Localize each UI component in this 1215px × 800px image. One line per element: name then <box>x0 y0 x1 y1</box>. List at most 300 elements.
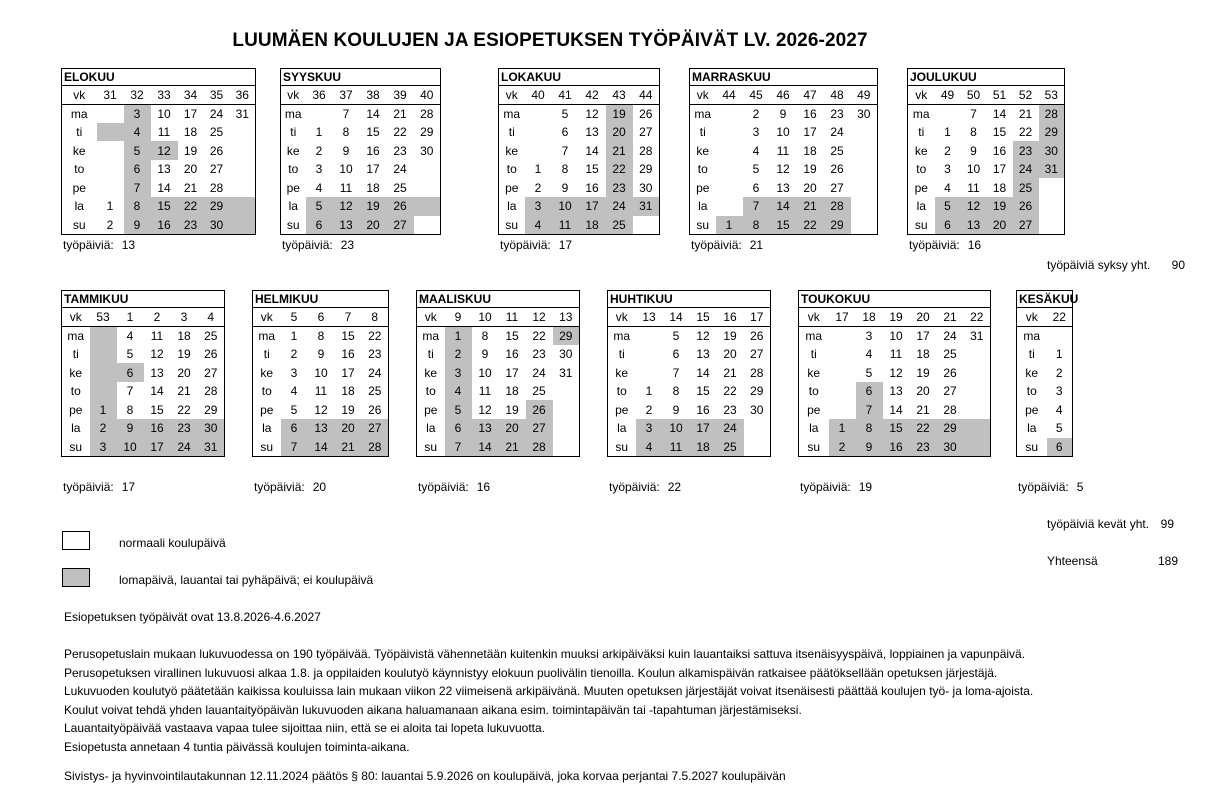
workdays-value: 22 <box>667 480 682 494</box>
weekday-label: su <box>286 217 300 232</box>
day-cell: 29 <box>1039 123 1065 142</box>
month-calendar-10 <box>1016 290 1079 457</box>
day-cell: 8 <box>481 328 489 343</box>
week-number: 9 <box>445 308 472 327</box>
day-cell: 16 <box>696 402 710 417</box>
day-cell: 22 <box>532 328 546 343</box>
workdays-label: työpäiviä: <box>609 480 660 494</box>
day-cell: 24 <box>606 197 633 216</box>
day-cell: 15 <box>341 328 355 343</box>
day-cell: 3 <box>290 365 298 380</box>
workdays-label: työpäiviä: <box>691 238 742 252</box>
day-cell: 28 <box>750 365 764 380</box>
weekday-label: ma <box>1023 328 1041 343</box>
weekday-row <box>908 216 1065 235</box>
weekday-label: la <box>916 199 926 214</box>
weekday-label: su <box>424 439 438 454</box>
week-label: vk <box>690 86 716 105</box>
week-number: 13 <box>553 308 580 327</box>
week-number: 20 <box>910 308 937 327</box>
weekday-label: ma <box>422 328 440 343</box>
weekday-row <box>608 438 771 457</box>
day-cell <box>97 160 124 179</box>
day-cell: 1 <box>716 216 743 235</box>
day-cell: 13 <box>157 162 171 177</box>
weekday-label: ke <box>615 365 629 380</box>
week-number: 16 <box>717 308 744 327</box>
day-cell: 22 <box>393 124 407 139</box>
day-cell: 20 <box>177 365 191 380</box>
day-cell: 5 <box>935 197 961 216</box>
day-cell: 28 <box>362 438 389 457</box>
day-cell: 9 <box>856 438 883 457</box>
weekday-label: to <box>808 384 819 399</box>
weekday-label: ti <box>263 346 270 361</box>
week-label: vk <box>799 308 829 327</box>
week-label: vk <box>499 86 525 105</box>
autumn-total-value: 90 <box>1171 258 1185 272</box>
day-cell: 9 <box>342 143 350 158</box>
day-cell: 13 <box>961 216 987 235</box>
day-cell <box>829 345 856 364</box>
board-decision-note: Sivistys- ja hyvinvointilautakunnan 12.11.2024 päätös § 80: lauantai 5.9.2026 on koulupäivä, joka korvaa perjantai 7.5.2027 koulupäivän <box>64 769 786 783</box>
weekday-label: ke <box>696 143 710 158</box>
day-cell <box>414 216 441 235</box>
day-cell: 24 <box>393 162 407 177</box>
day-cell: 13 <box>150 365 164 380</box>
legend-normal-label: normaali koulupäivä <box>119 536 226 550</box>
day-cell: 24 <box>209 106 224 121</box>
day-cell: 13 <box>472 419 499 438</box>
day-cell: 22 <box>797 216 824 235</box>
day-cell: 27 <box>1013 216 1039 235</box>
day-cell: 20 <box>606 123 633 142</box>
workdays-value: 21 <box>749 238 764 252</box>
day-cell: 20 <box>987 216 1013 235</box>
day-cell: 17 <box>505 365 519 380</box>
day-cell <box>230 216 256 235</box>
info-line-6: Esiopetusta annetaan 4 tuntia päivässä koulujen toiminta-aikana. <box>64 739 410 754</box>
day-cell: 4 <box>315 180 323 195</box>
week-number: 15 <box>690 308 717 327</box>
day-cell: 11 <box>663 438 690 457</box>
workdays-label: työpäiviä: <box>800 480 851 494</box>
weekday-label: to <box>1026 384 1037 399</box>
day-cell: 19 <box>183 143 198 158</box>
weekday-label: ma <box>805 328 823 343</box>
month-workdays <box>609 480 681 494</box>
day-cell: 2 <box>290 346 298 361</box>
day-cell: 27 <box>943 384 957 399</box>
weekday-row <box>799 419 991 438</box>
day-cell: 23 <box>830 106 844 121</box>
day-cell: 23 <box>606 178 633 197</box>
day-cell <box>829 400 856 419</box>
day-cell: 21 <box>177 384 191 399</box>
day-cell: 2 <box>944 143 951 158</box>
month-workdays <box>418 480 490 494</box>
day-cell <box>851 160 878 179</box>
day-cell: 17 <box>341 365 355 380</box>
day-cell: 23 <box>178 216 204 235</box>
weekday-row <box>281 123 441 142</box>
weekday-row <box>690 160 878 179</box>
day-cell: 30 <box>857 106 871 121</box>
day-cell: 5 <box>126 346 134 361</box>
week-number: 1 <box>117 308 144 327</box>
day-cell <box>636 363 663 382</box>
day-cell: 29 <box>639 162 653 177</box>
day-cell: 16 <box>144 419 171 438</box>
day-cell: 10 <box>314 365 328 380</box>
day-cell: 15 <box>150 402 164 417</box>
day-cell: 19 <box>505 402 519 417</box>
weekday-row <box>690 123 878 142</box>
day-cell <box>744 419 771 438</box>
day-cell: 6 <box>124 160 151 179</box>
workdays-value: 16 <box>476 480 491 494</box>
day-cell: 21 <box>797 197 824 216</box>
weekday-label: to <box>70 384 81 399</box>
week-number: 17 <box>829 308 856 327</box>
day-cell: 27 <box>362 419 389 438</box>
weekday-row <box>62 160 256 179</box>
weekday-row <box>1017 382 1073 401</box>
weekday-row <box>253 382 389 401</box>
info-line-5: Lauantaityöpäivää vastaava vapaa tulee sijoittaa niin, että se ei aloita tai lopeta lukuvuotta. <box>64 721 545 735</box>
month-name: SYYSKUU <box>281 69 441 86</box>
day-cell: 18 <box>183 124 198 139</box>
day-cell: 12 <box>478 402 492 417</box>
day-cell <box>851 197 878 216</box>
month-calendar-0 <box>61 68 256 235</box>
weekday-row <box>253 326 389 345</box>
workdays-label: työpäiviä: <box>500 238 551 252</box>
day-cell <box>716 178 743 197</box>
day-cell: 4 <box>126 328 134 343</box>
month-calendar-4 <box>907 68 1065 235</box>
weekday-label: ke <box>72 143 86 158</box>
day-cell <box>90 326 117 345</box>
day-cell: 11 <box>150 328 164 343</box>
day-cell <box>525 141 552 160</box>
week-number: 33 <box>151 86 178 105</box>
day-cell: 18 <box>505 384 519 399</box>
day-cell: 17 <box>690 419 717 438</box>
week-number: 53 <box>1039 86 1065 105</box>
day-cell: 25 <box>943 346 957 361</box>
weekday-row <box>281 104 441 123</box>
day-cell: 12 <box>696 328 710 343</box>
week-number: 8 <box>362 308 389 327</box>
day-cell: 30 <box>420 143 434 158</box>
day-cell: 30 <box>204 216 230 235</box>
weekday-row <box>1017 419 1073 438</box>
autumn-total <box>1047 258 1185 272</box>
weekday-label: to <box>288 162 299 177</box>
day-cell: 14 <box>157 180 171 195</box>
day-cell: 1 <box>645 384 653 399</box>
day-cell: 9 <box>561 180 569 195</box>
day-cell: 27 <box>639 124 653 139</box>
grand-total <box>1047 554 1178 568</box>
week-number: 19 <box>883 308 910 327</box>
month-calendar-8 <box>607 290 771 457</box>
day-cell: 4 <box>752 143 760 158</box>
weekday-row <box>799 438 991 457</box>
day-cell: 15 <box>366 124 380 139</box>
day-cell: 14 <box>585 143 599 158</box>
day-cell: 29 <box>204 197 230 216</box>
day-cell <box>90 363 117 382</box>
day-cell: 29 <box>204 402 218 417</box>
weekday-row <box>62 178 256 197</box>
day-cell: 21 <box>499 438 526 457</box>
workdays-label: työpäiviä: <box>282 238 333 252</box>
workdays-value: 20 <box>312 480 327 494</box>
day-cell <box>829 382 856 401</box>
legend-holiday-label: lomapäivä, lauantai tai pyhäpäivä; ei koulupäivä <box>119 573 374 587</box>
day-cell <box>716 160 743 179</box>
day-cell: 13 <box>696 346 710 361</box>
month-calendar-1 <box>280 68 441 235</box>
month-workdays <box>909 238 981 252</box>
weekday-row <box>281 178 441 197</box>
week-number: 35 <box>204 86 230 105</box>
day-cell: 26 <box>830 162 844 177</box>
month-workdays <box>800 480 872 494</box>
week-number: 7 <box>335 308 362 327</box>
weekday-label: pe <box>615 402 629 417</box>
day-cell: 20 <box>723 346 737 361</box>
weekday-label: la <box>617 421 627 436</box>
weekday-label: to <box>425 384 436 399</box>
day-cell: 7 <box>743 197 770 216</box>
day-cell: 7 <box>445 438 472 457</box>
day-cell <box>716 123 743 142</box>
day-cell: 7 <box>856 400 883 419</box>
month-workdays <box>691 238 763 252</box>
day-cell: 14 <box>770 197 797 216</box>
day-cell: 28 <box>943 402 957 417</box>
day-cell <box>829 326 856 345</box>
week-number: 36 <box>306 86 333 105</box>
week-number: 31 <box>97 86 124 105</box>
day-cell: 26 <box>943 365 957 380</box>
day-cell: 18 <box>579 216 606 235</box>
workdays-value: 19 <box>858 480 873 494</box>
week-number: 18 <box>856 308 883 327</box>
weekday-label: su <box>1025 439 1039 454</box>
weekday-row <box>1017 326 1073 345</box>
day-cell: 17 <box>183 106 198 121</box>
day-cell: 14 <box>696 365 710 380</box>
day-cell: 4 <box>865 346 873 361</box>
weekday-row <box>62 400 225 419</box>
day-cell: 26 <box>1013 197 1039 216</box>
day-cell: 21 <box>723 365 737 380</box>
day-cell: 15 <box>992 124 1007 139</box>
day-cell <box>716 197 743 216</box>
day-cell: 3 <box>1055 384 1063 399</box>
day-cell: 10 <box>889 328 903 343</box>
day-cell: 18 <box>690 438 717 457</box>
day-cell <box>525 123 552 142</box>
legend-swatch-holiday <box>62 568 90 587</box>
day-cell: 6 <box>935 216 961 235</box>
week-number: 5 <box>281 308 308 327</box>
day-cell <box>851 123 878 142</box>
day-cell <box>230 178 256 197</box>
day-cell: 1 <box>534 162 542 177</box>
day-cell <box>97 123 124 142</box>
day-cell: 31 <box>198 438 225 457</box>
day-cell: 13 <box>308 419 335 438</box>
week-number: 22 <box>964 308 991 327</box>
weekday-row <box>908 123 1065 142</box>
day-cell: 3 <box>525 197 552 216</box>
day-cell <box>414 160 441 179</box>
month-calendar-6 <box>252 290 389 457</box>
day-cell: 20 <box>916 384 930 399</box>
day-cell: 26 <box>204 346 218 361</box>
weekday-label: ti <box>810 346 817 361</box>
weekday-label: ke <box>807 365 821 380</box>
day-cell: 19 <box>341 402 355 417</box>
day-cell: 11 <box>314 384 328 399</box>
day-cell <box>1039 197 1065 216</box>
day-cell: 27 <box>526 419 553 438</box>
day-cell: 16 <box>992 143 1007 158</box>
day-cell: 27 <box>204 365 218 380</box>
weekday-label: su <box>69 439 83 454</box>
weekday-row <box>62 141 256 160</box>
weekday-label: pe <box>914 180 928 195</box>
day-cell <box>851 141 878 160</box>
day-cell: 22 <box>178 197 204 216</box>
week-number: 46 <box>770 86 797 105</box>
month-name: KESÄKUU <box>1017 291 1073 308</box>
weekday-row <box>253 438 389 457</box>
day-cell: 5 <box>865 365 873 380</box>
workdays-label: työpäiviä: <box>418 480 469 494</box>
day-cell <box>964 382 991 401</box>
day-cell: 28 <box>824 197 851 216</box>
workdays-label: työpäiviä: <box>254 480 305 494</box>
week-number: 42 <box>579 86 606 105</box>
week-number: 2 <box>144 308 171 327</box>
day-cell: 16 <box>803 106 817 121</box>
day-cell: 31 <box>559 365 573 380</box>
day-cell <box>525 104 552 123</box>
day-cell <box>829 363 856 382</box>
day-cell: 25 <box>209 124 224 139</box>
workdays-value: 16 <box>967 238 982 252</box>
day-cell: 1 <box>290 328 298 343</box>
day-cell: 15 <box>696 384 710 399</box>
day-cell: 31 <box>235 106 249 121</box>
weekday-label: ti <box>72 346 79 361</box>
day-cell <box>306 104 333 123</box>
weekday-label: to <box>916 162 927 177</box>
day-cell: 19 <box>987 197 1013 216</box>
week-number: 13 <box>636 308 663 327</box>
weekday-label: ke <box>286 143 300 158</box>
weekday-row <box>417 363 580 382</box>
week-number: 21 <box>937 308 964 327</box>
weekday-row <box>799 400 991 419</box>
weekday-row <box>62 216 256 235</box>
weekday-label: la <box>698 199 708 214</box>
day-cell: 2 <box>534 180 542 195</box>
day-cell: 20 <box>803 180 817 195</box>
day-cell: 4 <box>636 438 663 457</box>
weekday-label: su <box>807 439 821 454</box>
weekday-row <box>253 345 389 364</box>
weekday-label: ke <box>1025 365 1039 380</box>
day-cell <box>935 104 961 123</box>
day-cell: 22 <box>723 384 737 399</box>
day-cell <box>964 419 991 438</box>
weekday-label: ti <box>427 346 434 361</box>
weekday-row <box>281 160 441 179</box>
month-workdays <box>63 238 135 252</box>
workdays-value: 5 <box>1076 480 1084 494</box>
day-cell: 29 <box>553 326 580 345</box>
weekday-row <box>417 345 580 364</box>
month-calendar-2 <box>498 68 660 235</box>
week-number: 37 <box>333 86 360 105</box>
week-number: 14 <box>663 308 690 327</box>
day-cell: 4 <box>290 384 298 399</box>
day-cell: 10 <box>966 162 981 177</box>
week-number: 34 <box>178 86 204 105</box>
weekday-row <box>908 141 1065 160</box>
weekday-label: su <box>615 439 629 454</box>
workdays-label: työpäiviä: <box>63 238 114 252</box>
day-cell: 7 <box>124 178 151 197</box>
week-number: 36 <box>230 86 256 105</box>
weekday-label: la <box>74 199 84 214</box>
day-cell: 5 <box>752 162 760 177</box>
week-number: 53 <box>90 308 117 327</box>
day-cell: 29 <box>420 124 434 139</box>
week-number: 44 <box>716 86 743 105</box>
month-workdays <box>282 238 354 252</box>
weekday-row <box>62 345 225 364</box>
day-cell: 13 <box>585 124 599 139</box>
workdays-value: 13 <box>121 238 136 252</box>
day-cell: 8 <box>317 328 325 343</box>
month-calendar-3 <box>689 68 878 235</box>
day-cell: 12 <box>314 402 328 417</box>
day-cell: 11 <box>776 143 790 158</box>
month-name: LOKAKUU <box>499 69 660 86</box>
day-cell: 24 <box>1013 160 1039 179</box>
day-cell: 10 <box>339 162 353 177</box>
weekday-row <box>1017 345 1073 364</box>
weekday-row <box>690 216 878 235</box>
weekday-row <box>62 363 225 382</box>
week-number: 10 <box>472 308 499 327</box>
day-cell: 1 <box>90 400 117 419</box>
weekday-row <box>608 326 771 345</box>
month-name: JOULUKUU <box>908 69 1065 86</box>
workdays-label: työpäiviä: <box>63 480 114 494</box>
day-cell: 15 <box>585 162 599 177</box>
day-cell: 23 <box>723 402 737 417</box>
week-number: 50 <box>961 86 987 105</box>
